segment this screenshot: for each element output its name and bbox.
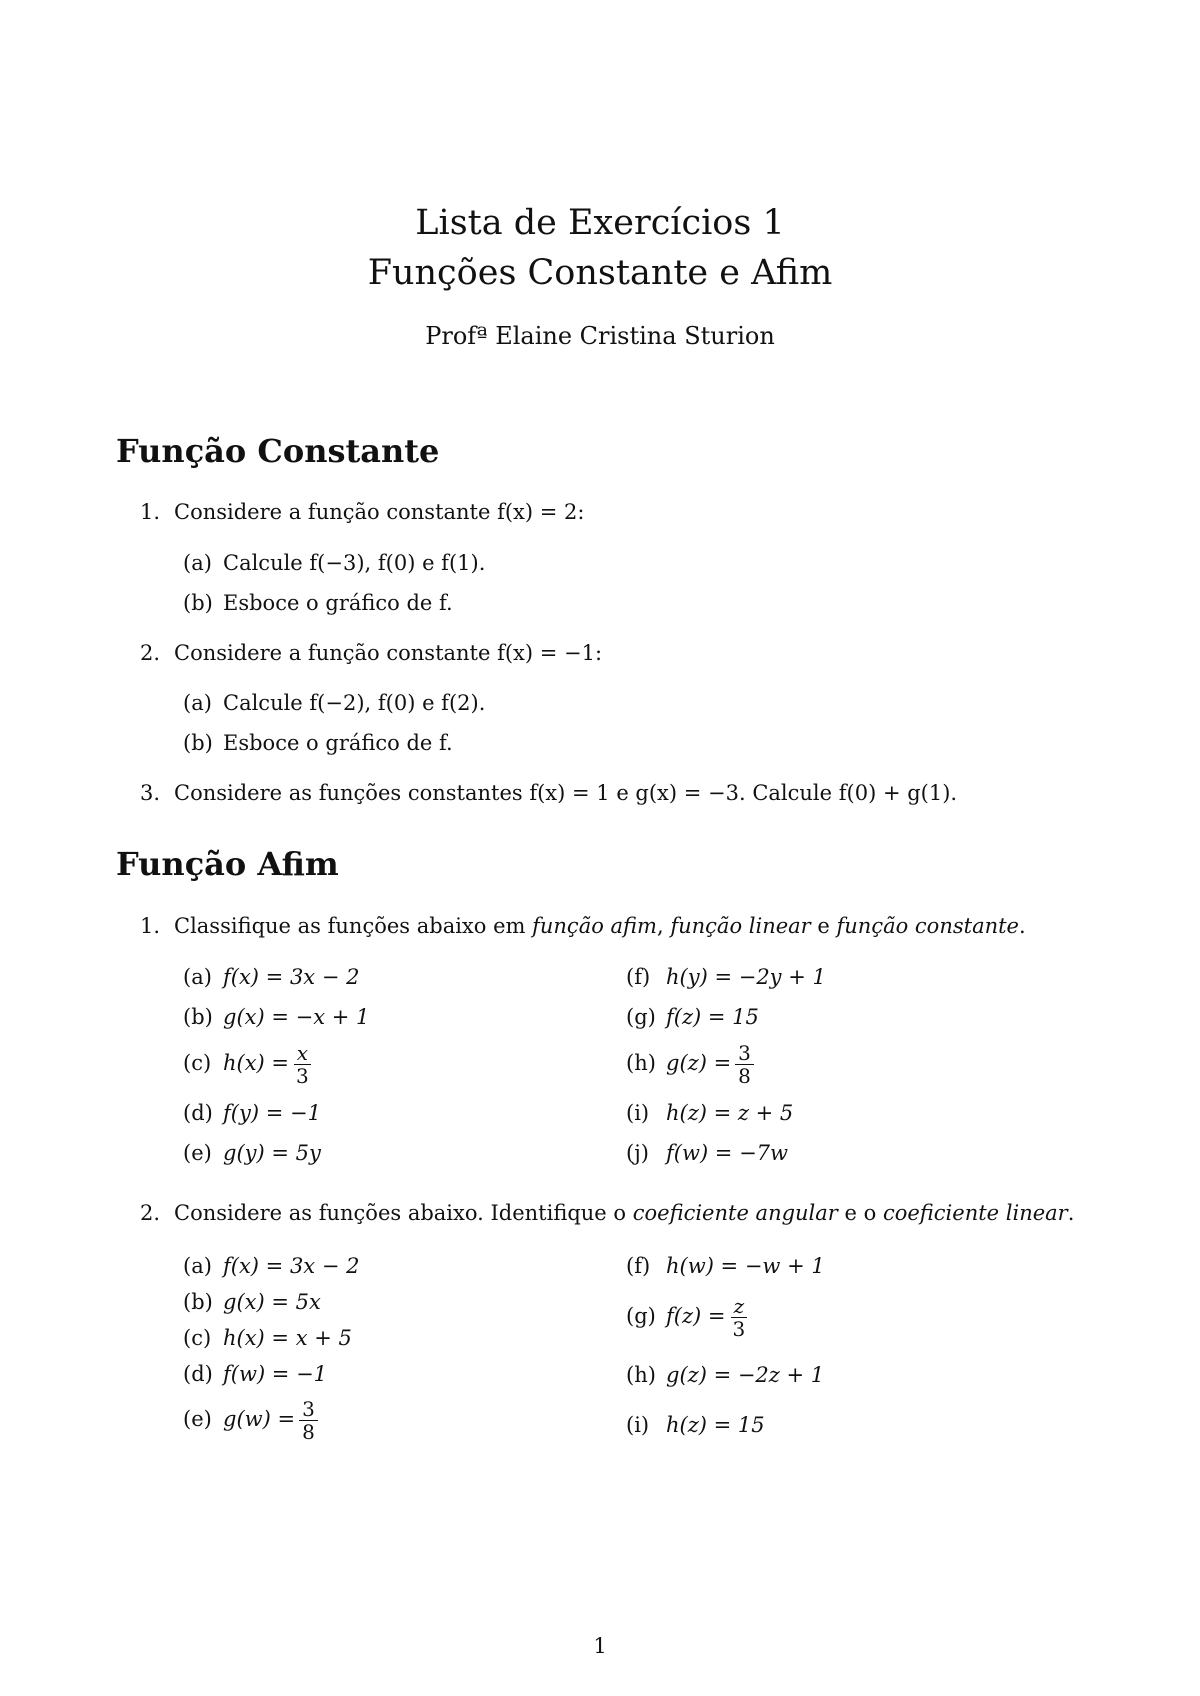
separator: e o [837, 1201, 883, 1225]
s2-q2-item-b [183, 1290, 321, 1314]
fraction-numerator: z [731, 1295, 748, 1318]
s1-q1-item-b [183, 591, 453, 615]
item-expression: g(x) = 5x [223, 1290, 321, 1314]
item-label: (e) [183, 1141, 212, 1165]
item-label: (g) [626, 1304, 656, 1328]
item-expression: g(y) = 5y [223, 1141, 321, 1165]
emphasis-coeficiente-linear: coeficiente linear [882, 1201, 1068, 1225]
s1-question-3 [140, 781, 957, 805]
emphasis-coeficiente-angular: coeficiente angular [632, 1201, 838, 1225]
item-text: Esboce o gráfico de f. [223, 591, 453, 615]
fraction-denominator: 8 [738, 1064, 751, 1088]
item-expression: h(w) = −w + 1 [666, 1254, 825, 1278]
fraction-denominator: 3 [732, 1317, 746, 1341]
item-label: (d) [183, 1101, 213, 1125]
item-label: (d) [183, 1362, 213, 1386]
s2-q1-item-g [626, 1005, 759, 1029]
fraction-numerator: 3 [735, 1042, 754, 1065]
item-expression: g(z) = −2z + 1 [666, 1363, 825, 1387]
question-number: 2. [140, 641, 161, 665]
item-label: (e) [183, 1407, 212, 1431]
s2-q1-item-d [183, 1101, 321, 1125]
author: Profª Elaine Cristina Sturion [425, 322, 775, 350]
emphasis-funcao-linear: função linear [670, 914, 811, 938]
question-number: 3. [140, 781, 161, 805]
s2-q1-item-i [626, 1101, 793, 1125]
item-label: (c) [183, 1051, 212, 1075]
item-label: (i) [626, 1101, 650, 1125]
s2-q1-item-a [183, 965, 359, 989]
s2-q1-item-j [626, 1141, 788, 1165]
emphasis-funcao-afim: função afim [532, 914, 657, 938]
item-expression: h(x) = [223, 1051, 290, 1075]
question-text-end: . [1018, 914, 1026, 938]
item-text: Calcule f(−3), f(0) e f(1). [223, 551, 486, 575]
question-text-end: . [1067, 1201, 1075, 1225]
fraction [299, 1398, 318, 1443]
question-text-start: Classifique as funções abaixo em [174, 914, 533, 938]
item-expression: f(y) = −1 [223, 1101, 321, 1125]
s1-q1-item-a [183, 551, 485, 575]
item-expression: h(y) = −2y + 1 [666, 965, 826, 989]
item-expression: h(x) = x + 5 [223, 1326, 352, 1350]
s1-question-1 [140, 500, 584, 524]
item-label: (a) [183, 1254, 212, 1278]
item-label: (b) [183, 1290, 213, 1314]
s2-question-2 [140, 1201, 1074, 1225]
title-block [0, 198, 1200, 350]
item-text: Esboce o gráfico de f. [223, 731, 453, 755]
question-text: Considere as funções constantes f(x) = 1 e g(x) = −3. Calcule f(0) + g(1). [174, 781, 958, 805]
fraction-numerator: 3 [299, 1398, 318, 1421]
question-text: Considere a função constante f(x) = 2: [174, 500, 585, 524]
s2-q1-item-b [183, 1005, 369, 1029]
section-heading-constante: Função Constante [116, 432, 440, 470]
question-text: Considere a função constante f(x) = −1: [174, 641, 603, 665]
item-expression: h(z) = 15 [666, 1413, 765, 1437]
s2-q1-item-e [183, 1141, 321, 1165]
fraction-denominator: 8 [302, 1420, 315, 1444]
item-label: (b) [183, 591, 213, 615]
separator: , [656, 914, 671, 938]
item-label: (f) [626, 965, 651, 989]
s2-q2-item-d [183, 1362, 327, 1386]
fraction [293, 1042, 312, 1087]
fraction-denominator: 3 [296, 1064, 309, 1088]
question-text-start: Considere as funções abaixo. Identifique o [174, 1201, 633, 1225]
fraction [730, 1295, 749, 1340]
s2-q2-item-f [626, 1254, 825, 1278]
item-expression: f(w) = −7w [666, 1141, 789, 1165]
section-heading-afim: Função Afim [116, 845, 339, 883]
item-expression: f(w) = −1 [223, 1362, 328, 1386]
item-label: (g) [626, 1005, 656, 1029]
item-expression: g(z) = [666, 1051, 732, 1075]
item-expression: f(x) = 3x − 2 [223, 965, 360, 989]
item-expression: f(x) = 3x − 2 [223, 1254, 360, 1278]
item-label: (b) [183, 1005, 213, 1029]
item-text: Calcule f(−2), f(0) e f(2). [223, 691, 486, 715]
s2-q2-item-e [183, 1398, 318, 1443]
s2-q2-item-a [183, 1254, 359, 1278]
item-label: (j) [626, 1141, 649, 1165]
question-number: 2. [140, 1201, 161, 1225]
s2-q2-item-h [626, 1363, 824, 1387]
s2-q1-item-c [183, 1042, 312, 1087]
title-line-2: Funções Constante e Afim [367, 253, 833, 293]
item-label: (f) [626, 1254, 651, 1278]
item-label: (b) [183, 731, 213, 755]
s2-q1-item-h [626, 1042, 754, 1087]
s2-q2-item-i [626, 1413, 765, 1437]
s2-q1-item-f [626, 965, 826, 989]
question-number: 1. [140, 500, 161, 524]
item-label: (c) [183, 1326, 212, 1350]
question-number: 1. [140, 914, 161, 938]
page-number: 1 [593, 1634, 607, 1658]
item-expression: g(w) = [223, 1407, 296, 1431]
fraction-numerator: x [294, 1042, 311, 1065]
s1-q2-item-b [183, 731, 453, 755]
emphasis-funcao-constante: função constante [836, 914, 1019, 938]
item-label: (h) [626, 1363, 656, 1387]
item-expression: f(z) = [666, 1304, 726, 1328]
item-expression: f(z) = 15 [666, 1005, 759, 1029]
separator: e [810, 914, 837, 938]
item-label: (a) [183, 691, 212, 715]
item-label: (i) [626, 1413, 650, 1437]
s1-q2-item-a [183, 691, 485, 715]
s1-question-2 [140, 641, 602, 665]
s2-q2-item-c [183, 1326, 352, 1350]
title-line-1: Lista de Exercícios 1 [415, 203, 785, 243]
fraction [735, 1042, 754, 1087]
item-expression: g(x) = −x + 1 [223, 1005, 370, 1029]
item-expression: h(z) = z + 5 [666, 1101, 794, 1125]
s2-question-1 [140, 914, 1026, 938]
s2-q2-item-g [626, 1295, 748, 1340]
item-label: (a) [183, 551, 212, 575]
item-label: (a) [183, 965, 212, 989]
item-label: (h) [626, 1051, 656, 1075]
